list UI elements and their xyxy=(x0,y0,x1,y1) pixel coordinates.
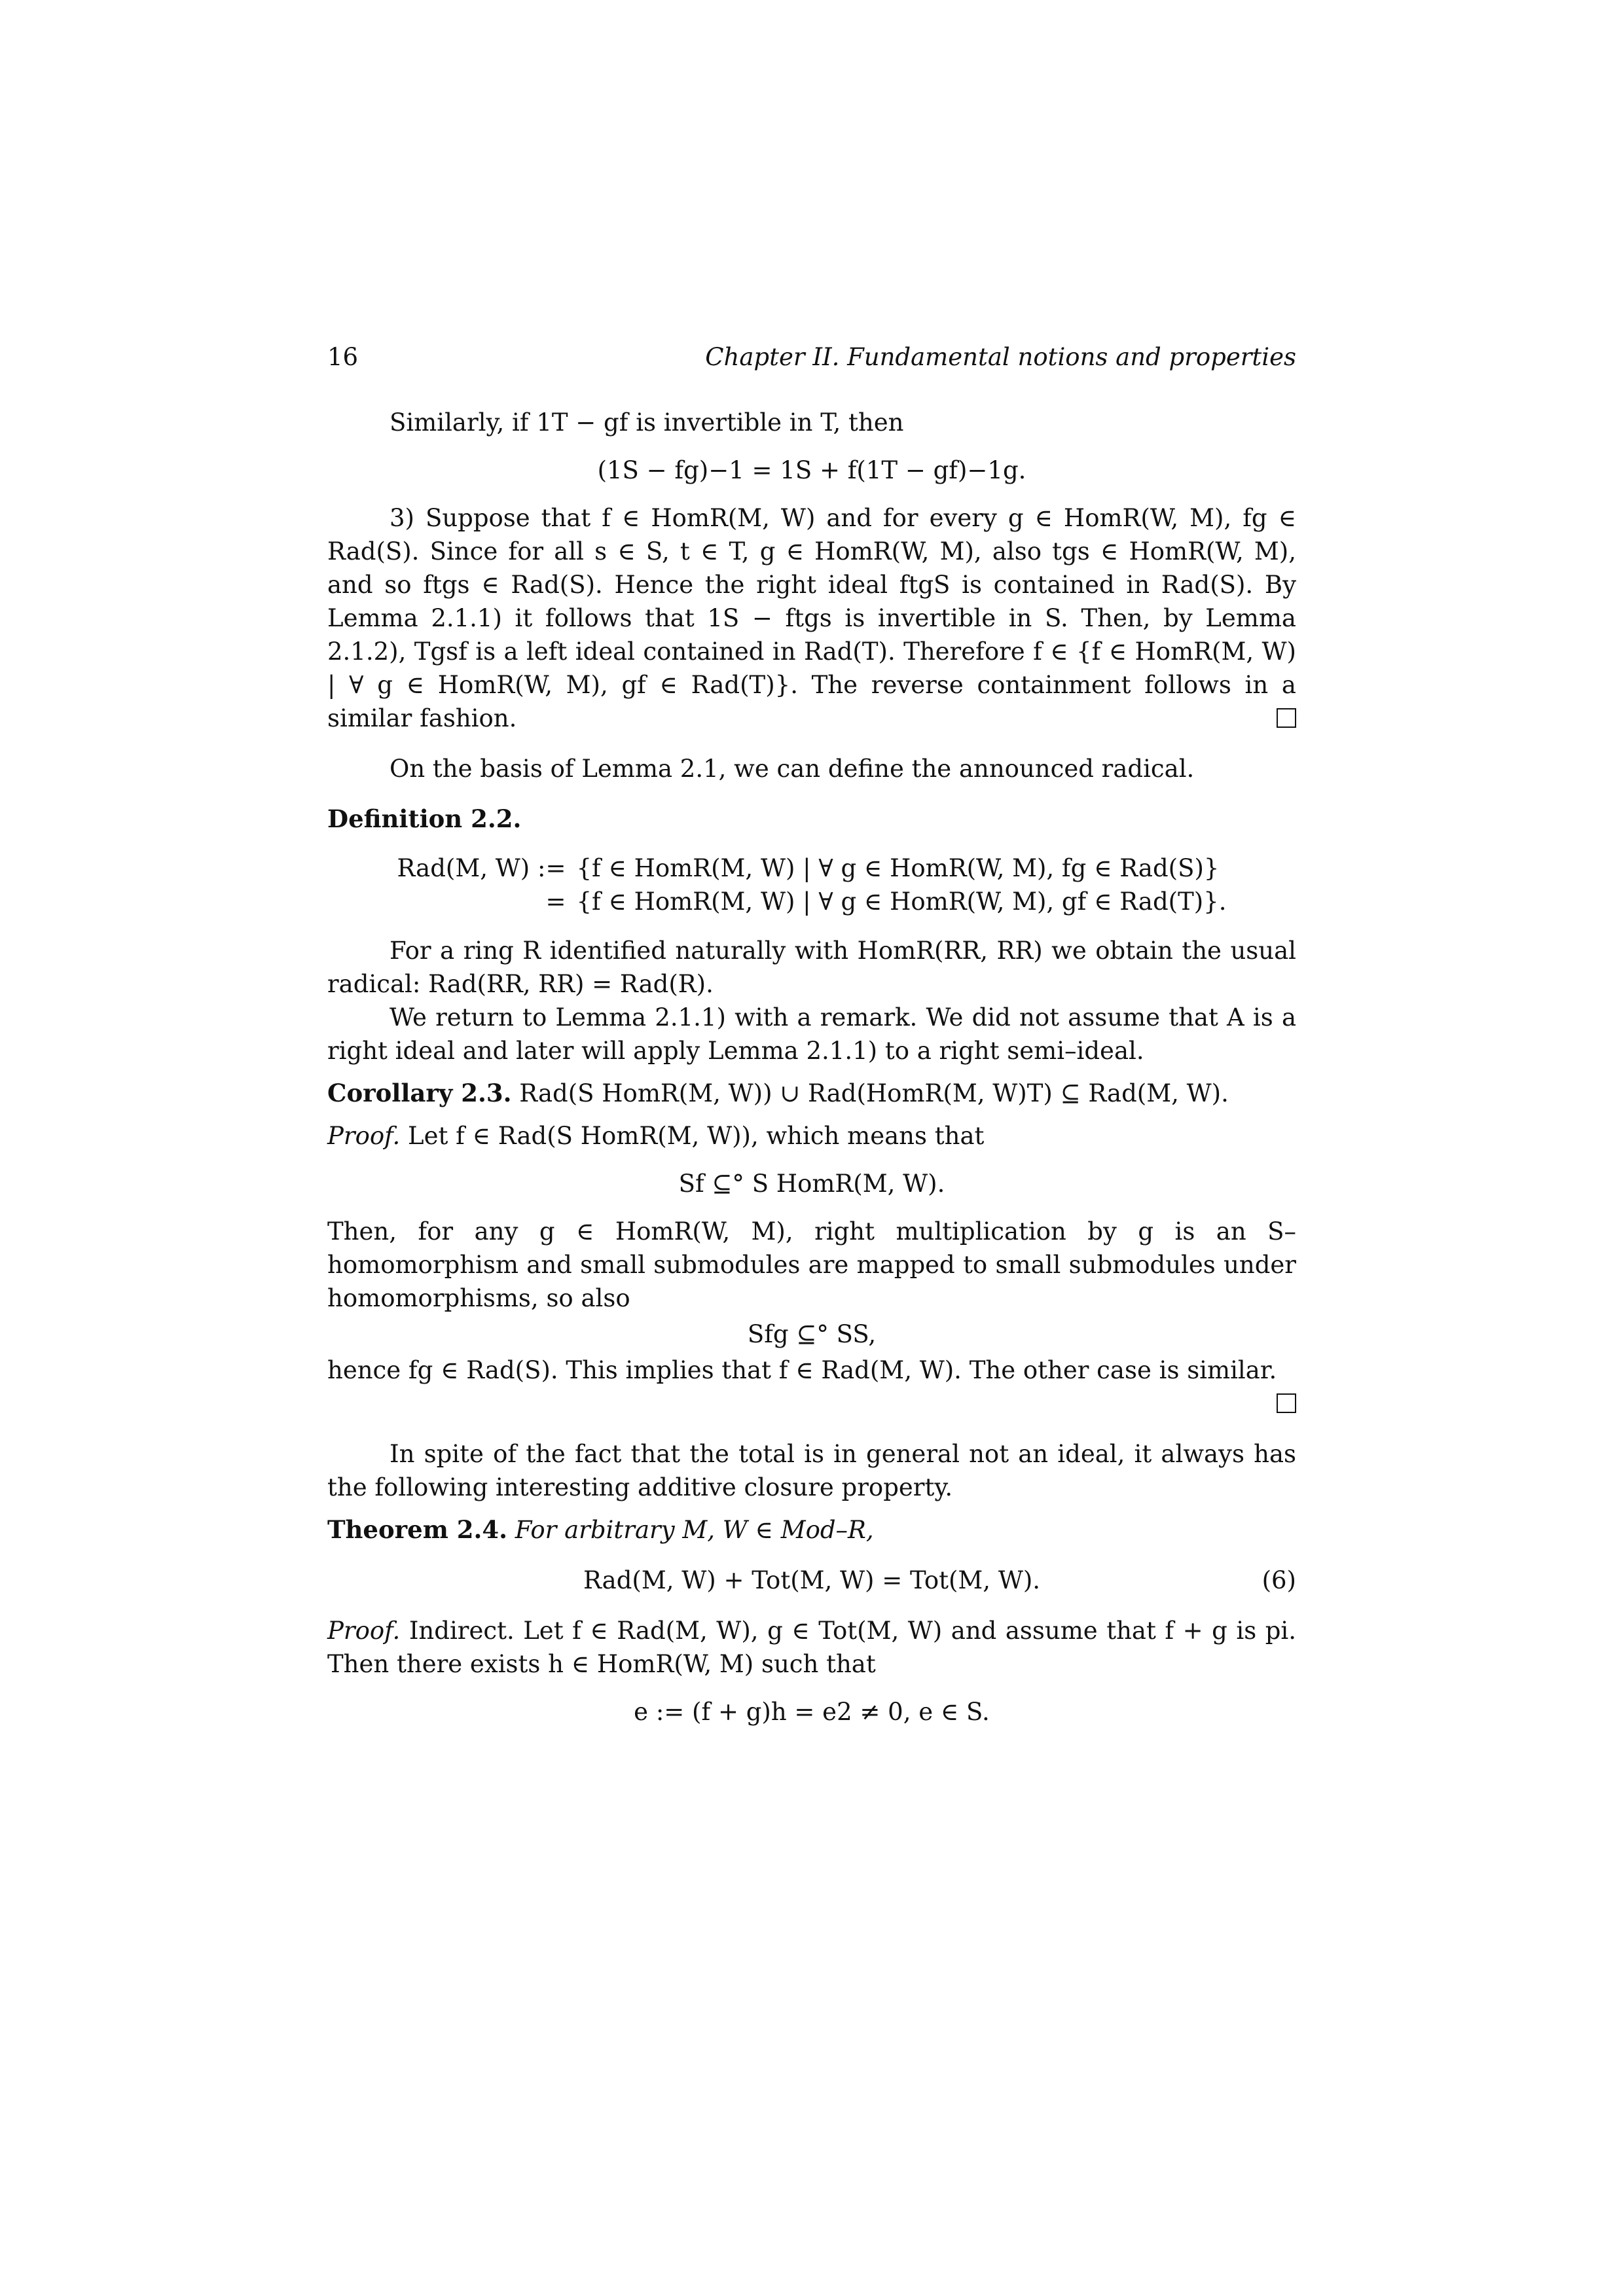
equation-6-body: Rad(M, W) + Tot(M, W) = Tot(M, W). xyxy=(583,1566,1041,1594)
chapter-title: Chapter II. Fundamental notions and properties xyxy=(705,343,1296,371)
running-header xyxy=(327,340,1296,380)
definition-equations xyxy=(327,852,1296,918)
proof-theorem-text: Indirect. Let f ∈ Rad(M, W), g ∈ Tot(M, W) and assume that f + g is pi. Then there exists h ∈ HomR(W, M) such that xyxy=(327,1617,1296,1678)
equation-6-number: (6) xyxy=(1261,1566,1296,1594)
qed-icon xyxy=(1214,702,1296,735)
paragraph-proof-part3-text: 3) Suppose that f ∈ HomR(M, W) and for every g ∈ HomR(W, M), fg ∈ Rad(S). Since for all s ∈ S, t ∈ T, g ∈ HomR(W, M), also tgs ∈ HomR(W, M), and so ftgs ∈ Rad(S). Hence the right ideal ftgS is contained in Rad(S). By Lemma 2.1.1) it follows that 1S − ftgs is invertible in S. Then, by Lemma 2.1.2), Tgsf is a left ideal contained in Rad(T). Therefore f ∈ {f ∈ HomR(M, W) | ∀ g ∈ HomR(W, M), gf ∈ Rad(T)}. The reverse containment follows in a similar fashion. xyxy=(327,504,1296,732)
page xyxy=(327,340,1296,1743)
definition-lhs-2: = xyxy=(545,888,566,916)
theorem-label: Theorem 2.4. xyxy=(327,1515,507,1544)
corollary xyxy=(327,1077,1296,1110)
proof-label: Proof. xyxy=(327,1122,401,1150)
proof-corollary xyxy=(327,1119,1296,1153)
equation-6 xyxy=(327,1564,1296,1597)
definition-rhs-2: {f ∈ HomR(M, W) | ∀ g ∈ HomR(W, M), gf ∈ Rad(T)}. xyxy=(576,888,1227,916)
paragraph-total: In spite of the fact that the total is in general not an ideal, it always has the following interesting additive closure property. xyxy=(327,1440,1296,1501)
paragraph-hence: hence fg ∈ Rad(S). This implies that f ∈ Rad(M, W). The other case is similar. xyxy=(327,1356,1277,1384)
theorem xyxy=(327,1513,1296,1547)
equation-idempotent: e := (f + g)h = e2 ≠ 0, e ∈ S. xyxy=(634,1698,990,1726)
equation-small-submodule: Sf ⊆° S HomR(M, W). xyxy=(678,1170,945,1198)
corollary-text: Rad(S HomR(M, W)) ∪ Rad(HomR(M, W)T) ⊆ Rad(M, W). xyxy=(519,1079,1229,1107)
paragraph-basis: On the basis of Lemma 2.1, we can define the announced radical. xyxy=(390,755,1195,783)
paragraph-proof-part3 xyxy=(327,501,1296,735)
paragraph-similarly: Similarly, if 1T − gf is invertible in T, then xyxy=(390,408,904,437)
paragraph-remark: We return to Lemma 2.1.1) with a remark. We did not assume that A is a right ideal and later will apply Lemma 2.1.1) to a right semi–ideal. xyxy=(327,1003,1296,1065)
qed-icon-2 xyxy=(327,1387,1296,1420)
definition-lhs-1: Rad(M, W) := xyxy=(397,854,566,882)
definition-rhs-1: {f ∈ HomR(M, W) | ∀ g ∈ HomR(W, M), fg ∈ Rad(S)} xyxy=(576,854,1220,882)
page-number: 16 xyxy=(327,343,359,371)
paragraph-right-multiplication: Then, for any g ∈ HomR(W, M), right multiplication by g is an S–homomorphism and small submodules are mapped to small submodules under homomorphisms, so also xyxy=(327,1217,1296,1312)
paragraph-ring-radical: For a ring R identified naturally with HomR(RR, RR) we obtain the usual radical: Rad(RR, RR) = Rad(R). xyxy=(327,937,1296,998)
theorem-text: For arbitrary M, W ∈ Mod–R, xyxy=(515,1516,874,1544)
corollary-label: Corollary 2.3. xyxy=(327,1079,512,1107)
definition-label: Definition 2.2. xyxy=(327,804,522,833)
proof-theorem xyxy=(327,1614,1296,1681)
equation-sfg: Sfg ⊆° SS, xyxy=(747,1320,877,1348)
proof-corollary-text: Let f ∈ Rad(S HomR(M, W)), which means that xyxy=(408,1122,985,1150)
equation-inverse: (1S − fg)−1 = 1S + f(1T − gf)−1g. xyxy=(597,456,1026,484)
proof-label-2: Proof. xyxy=(327,1617,401,1645)
